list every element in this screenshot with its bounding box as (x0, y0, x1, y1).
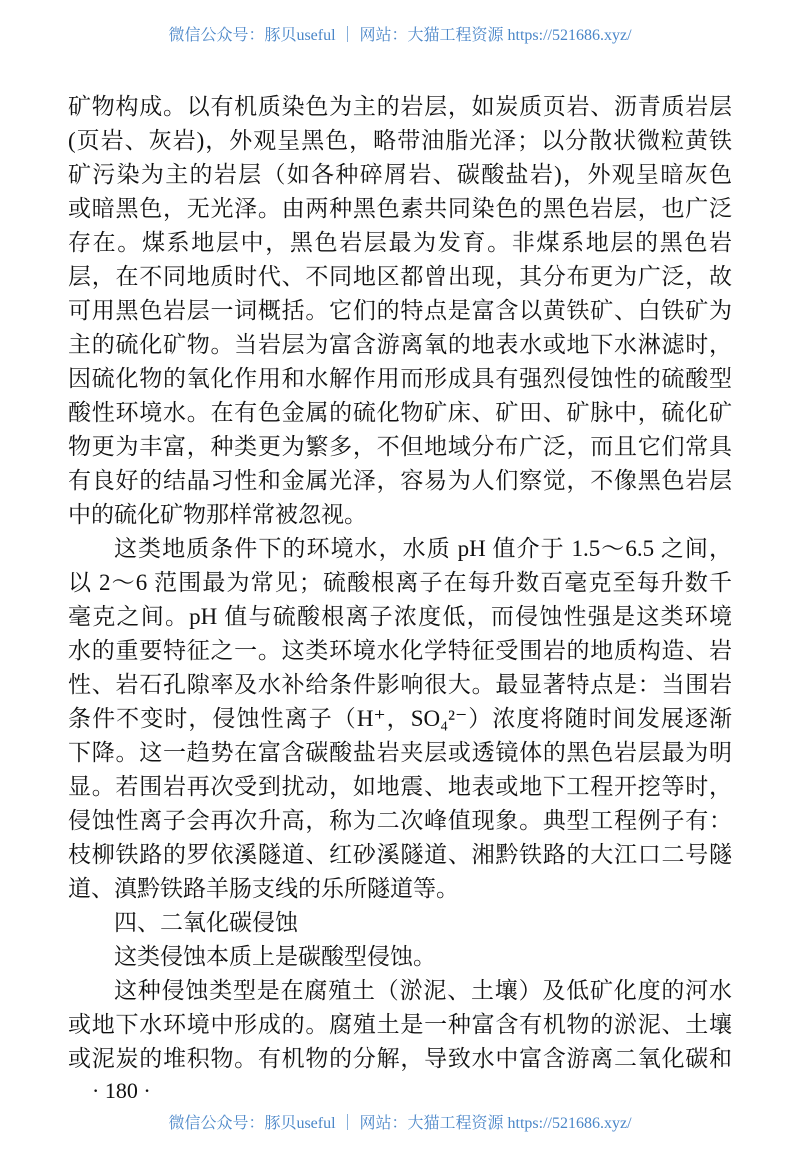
text-line: 可用黑色岩层一词概括。它们的特点是富含以黄铁矿、白铁矿为 (68, 298, 732, 323)
text-line: 性、岩石孔隙率及水补给条件影响很大。最显著特点是：当围岩 (68, 672, 732, 697)
text-line: 显。若围岩再次受到扰动，如地震、地表或地下工程开挖等时， (68, 774, 732, 799)
text-line: 中的硫化矿物那样常被忽视。 (68, 502, 367, 527)
text-line: 以 2～6 范围最为常见；硫酸根离子在每升数百毫克至每升数千 (68, 570, 732, 595)
text-line: 水的重要特征之一。这类环境水化学特征受围岩的地质构造、岩 (68, 638, 732, 663)
text-line: (页岩、灰岩)，外观呈黑色，略带油脂光泽；以分散状微粒黄铁 (68, 128, 732, 153)
text-line: 这类地质条件下的环境水，水质 pH 值介于 1.5～6.5 之间， (114, 536, 732, 561)
text-line: 因硫化物的氧化作用和水解作用而形成具有强烈侵蚀性的硫酸型 (68, 366, 732, 391)
text-line: 存在。煤系地层中，黑色岩层最为发育。非煤系地层的黑色岩 (68, 230, 732, 255)
text-line: 或地下水环境中形成的。腐殖土是一种富含有机物的淤泥、土壤 (68, 1012, 732, 1037)
text-line: 这种侵蚀类型是在腐殖土（淤泥、土壤）及低矿化度的河水 (114, 978, 732, 1003)
body-text (68, 90, 732, 1076)
text-line: 或暗黑色，无光泽。由两种黑色素共同染色的黑色岩层，也广泛 (68, 196, 732, 221)
text-line: 侵蚀性离子会再次升高，称为二次峰值现象。典型工程例子有： (68, 808, 732, 833)
text-line: 下降。这一趋势在富含碳酸盐岩夹层或透镜体的黑色岩层最为明 (68, 740, 732, 765)
text-line: 层，在不同地质时代、不同地区都曾出现，其分布更为广泛，故 (68, 264, 732, 289)
text-line: 酸性环境水。在有色金属的硫化物矿床、矿田、矿脉中，硫化矿 (68, 400, 732, 425)
text-line: 矿污染为主的岩层（如各种碎屑岩、碳酸盐岩)，外观呈暗灰色 (68, 162, 732, 187)
page-number: · 180 · (92, 1078, 151, 1103)
watermark-footer: 微信公众号：豚贝useful ｜ 网站：大猫工程资源 https://521686.xyz/ (168, 1115, 632, 1132)
text-line: 主的硫化矿物。当岩层为富含游离氧的地表水或地下水淋滤时， (68, 332, 732, 357)
text-line: 物更为丰富，种类更为繁多，不但地域分布广泛，而且它们常具 (68, 434, 732, 459)
text-line: 矿物构成。以有机质染色为主的岩层，如炭质页岩、沥青质岩层 (68, 94, 732, 119)
text-line: 枝柳铁路的罗依溪隧道、红砂溪隧道、湘黔铁路的大江口二号隧 (68, 842, 732, 867)
text-line: 条件不变时，侵蚀性离子（H⁺，SO₄²⁻）浓度将随时间发展逐渐 (68, 706, 732, 731)
text-line: 或泥炭的堆积物。有机物的分解，导致水中富含游离二氧化碳和 (68, 1046, 732, 1071)
text-line: 毫克之间。pH 值与硫酸根离子浓度低，而侵蚀性强是这类环境 (68, 604, 732, 629)
watermark-header: 微信公众号：豚贝useful ｜ 网站：大猫工程资源 https://521686.xyz/ (168, 27, 632, 44)
text-line: 这类侵蚀本质上是碳酸型侵蚀。 (114, 944, 436, 969)
section-heading: 四、二氧化碳侵蚀 (114, 910, 298, 935)
text-line: 有良好的结晶习性和金属光泽，容易为人们察觉，不像黑色岩层 (68, 468, 732, 493)
text-line: 道、滇黔铁路羊肠支线的乐所隧道等。 (68, 876, 459, 901)
